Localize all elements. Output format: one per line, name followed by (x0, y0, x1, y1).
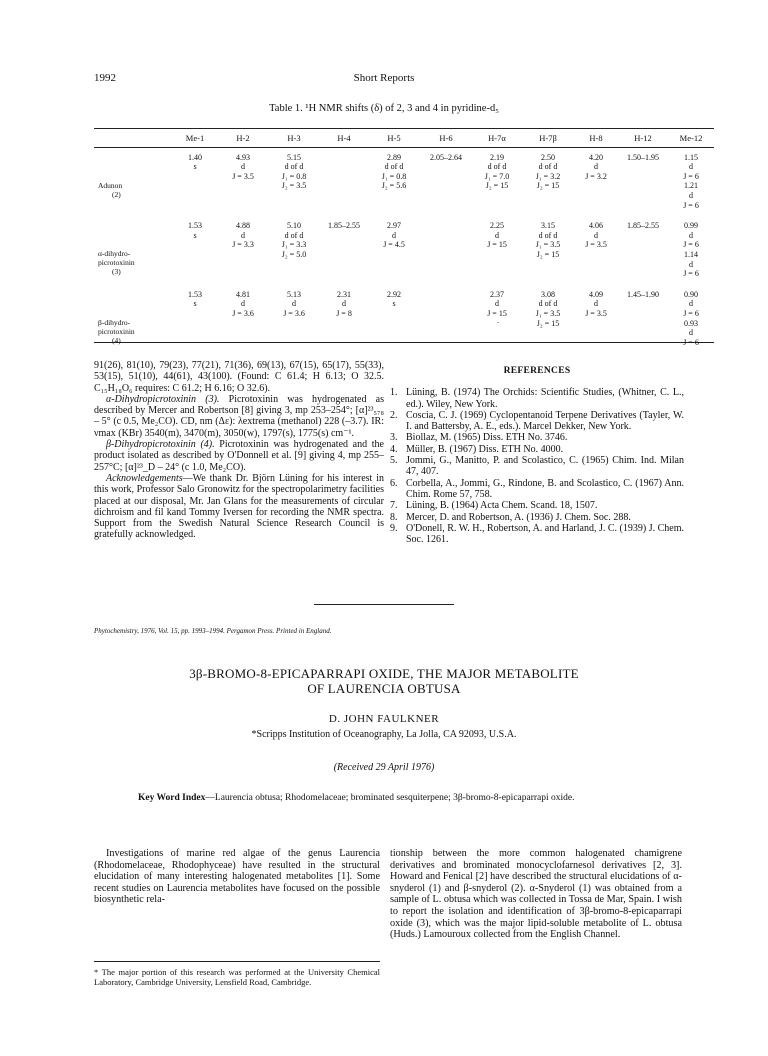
table-cell: 2.50 d of d J₁ = 3.2 J₂ = 15 (535, 152, 561, 191)
reference-item (390, 410, 684, 433)
reference-text: Müller, B. (1967) Diss. ETH No. 4000. (406, 443, 564, 455)
intro-paragraph-left: Investigations of marine red algae of the genus Laurencia (Rhodomelaceae, Rhodophyceae) have resulted in the structural elucidation of many interesting halogenated metabolites [1]. Some recent studies on Laurencia metabolites have focused on the possible biosynthetic rela- (94, 848, 380, 906)
table-cell: 4.06 d J = 3.5 (585, 221, 607, 250)
reference-text: Corbella, A., Jommi, G., Rindone, B. and Scolastico, C. (1967) Ann. Chim. Rome 57, 758. (406, 477, 684, 500)
reference-text: Lüning, B. (1974) The Orchids: Scientific Studies, (Whitner, C. L., ed.). Wiley, New York. (406, 387, 684, 410)
received-date: (Received 29 April 1976) (333, 762, 435, 773)
reference-number: 8. (390, 511, 398, 523)
table-cell: 0.90 d J = 6 0.93 d J = 6 (683, 289, 699, 347)
reference-item (390, 512, 684, 523)
table-cell: 4.09 d J = 3.5 (585, 289, 607, 318)
table-cell: 5.13 d J = 3.6 (283, 289, 305, 318)
reference-number: 5. (390, 455, 398, 467)
article-title (0, 666, 768, 696)
alpha-dihydro-lead: α-Dihydropicrotoxinin (3). (106, 393, 220, 405)
reference-item (390, 523, 684, 546)
table-cell: 1.85–2.55 (328, 221, 360, 231)
table-header-cell: H-5 (387, 133, 401, 143)
table-cell: 4.88 d J = 3.3 (232, 221, 254, 250)
table-cell: 1.45–1.90 (627, 289, 659, 299)
table-cell: 2.05–2.64 (430, 152, 462, 162)
reference-item (390, 444, 684, 455)
acknowledgements-lead: Acknowledgements (106, 472, 183, 484)
article-title-line-2: OF LAURENCIA OBTUSA (307, 681, 461, 696)
table-cell (320, 153, 368, 211)
reference-text: Lüning, B. (1964) Acta Chem. Scand. 18, 1507. (406, 500, 598, 512)
table-header-cell: H-2 (236, 133, 250, 143)
table-row (94, 153, 714, 211)
running-head: Short Reports (353, 72, 415, 84)
table-cell: 4.81 d J = 3.6 (232, 289, 254, 318)
reference-number: 7. (390, 500, 398, 512)
table-cell: 2.37 d J = 15 (487, 289, 507, 318)
table-cell: 5.15 d of d J₁ = 0.8 J₂ = 3.5 (281, 152, 307, 191)
table-header-cell: H-7β (539, 133, 557, 143)
table-top-rule (94, 128, 714, 129)
acknowledgements-text: —We thank Dr. Björn Lüning for his interest in this work, Professor Salo Gronowitz for the spectropolarimetry facilities placed at our disposal, Mr. Jan Glans for the measurements of circular dichroism and fil kand Tommy Iversen for recording the NMR spectra. Support from the Swedish Natural Science Research Council is gratefully acknowledged. (94, 472, 384, 541)
table-row (94, 221, 714, 279)
table-cell: 3.08 d of d J₁ = 3.5 J₂ = 15 (535, 289, 561, 328)
table-cell (420, 221, 472, 279)
reference-text: O'Donell, R. W. H., Robertson, A. and Harland, J. C. (1939) J. Chem. Soc. 1261. (406, 522, 684, 546)
compound-name-cell: Adunon (2) (98, 180, 123, 199)
table-header-cell: Me-12 (679, 133, 703, 143)
reference-number: 9. (390, 522, 398, 534)
key-word-index (138, 793, 668, 804)
table-cell: 1.53 s (188, 221, 202, 240)
table-cell: 2.89 d of d J₁ = 0.8 J₂ = 5.6 (381, 152, 407, 191)
table-header-cell (94, 130, 172, 149)
table-cell: 2.25 d J = 15 (487, 221, 507, 250)
table-cell: 2.92 s (387, 289, 401, 309)
table-cell: 4.93 d J = 3.5 (232, 152, 254, 181)
journal-citation: Phytochemistry, 1976, Vol. 15, pp. 1993–1994. Pergamon Press. Printed in England. (94, 627, 332, 635)
experimental-column (94, 360, 384, 541)
reference-number: 3. (390, 432, 398, 444)
table-cell: 0.99 d J = 6 1.14 d J = 6 (683, 221, 699, 279)
article-body-right (390, 848, 682, 941)
table-cell: 2.31 d J = 8 (336, 289, 352, 318)
table-cell: 1.40 s (188, 152, 202, 172)
beta-dihydro-text: Picrotoxinin was hydrogenated and the product isolated as described by O'Donnell et al. [9] giving 4, mp 255–257°C; [α]²³_D – 24° (c 1.0, Me₂CO). (94, 439, 384, 473)
alpha-dihydro-paragraph (94, 394, 384, 439)
reference-text: Coscia, C. J. (1969) Cyclopentanoid Terpene Derivatives (Tayler, W. I. and Battersby, A. E., eds.). Marcel Dekker, New York. (406, 409, 684, 433)
table-header-cell: H-6 (439, 133, 453, 143)
compound-name-cell: α-dihydro- picrotoxinin (3) (98, 249, 135, 277)
compound-name-cell: β-dihydro- picrotoxinin (4) (98, 317, 135, 345)
references-list (390, 387, 684, 545)
table-header-cell: H-7α (488, 133, 506, 143)
references-heading: REFERENCES (503, 366, 571, 376)
table-cell: 2.97 d J = 4.5 (383, 221, 405, 250)
article-title-line-1: 3β-BROMO-8-EPICAPARRAPI OXIDE, THE MAJOR METABOLITE (189, 666, 579, 681)
table-cell: 4.20 d J = 3.2 (585, 152, 607, 181)
reference-item (390, 500, 684, 511)
intro-paragraph-right: tionship between the more common halogenated chamigrene derivatives and brominated monocyclofarnesol derivatives [2, 3]. Howard and Fenical [2] have described the structural elucidations of α-snyderol (1) and β-snyderol (2). α-Snyderol (1) was obtained from a sample of L. obtusa which was collected in Tossa de Mar, Spain. I wish to report the isolation and identification of 3β-bromo-8-epicaparrapi oxide (3), which was the major lipid-soluble metabolite of L. obtusa (Huds.) Lamouroux collected from the English Channel. (390, 848, 682, 941)
table-stray-dot: . (497, 316, 499, 325)
reference-number: 4. (390, 443, 398, 455)
table-header-cell: H-8 (589, 133, 603, 143)
article-author: D. JOHN FAULKNER (328, 713, 440, 725)
reference-item (390, 387, 684, 410)
ms-data-paragraph: 91(26), 81(10), 79(23), 77(21), 71(36), 69(13), 67(15), 65(17), 55(33), 53(15), 51(10), 44(61), 43(100). (Found: C 61.4; H 6.13; O 32.5. C₁₅H₁₈O₆ requires: C 61.2; H 6.16; O 32.6). (94, 360, 384, 394)
reference-number: 6. (390, 477, 398, 489)
table-caption: Table 1. ¹H NMR shifts (δ) of 2, 3 and 4 in pyridine-d₅ (269, 103, 499, 114)
footnote-rule (94, 961, 380, 962)
reference-text: Mercer, D. and Robertson, A. (1936) J. Chem. Soc. 288. (406, 511, 631, 523)
reference-item (390, 455, 684, 478)
beta-dihydro-lead: β-Dihydropicrotoxinin (4). (106, 439, 215, 451)
key-word-label: Key Word Index (138, 793, 206, 803)
table-row (94, 290, 714, 348)
table-cell: 1.85–2.55 (627, 221, 659, 231)
table-header-cell: Me-1 (185, 133, 205, 143)
article-body-left (94, 848, 380, 906)
reference-item (390, 432, 684, 443)
reference-item (390, 478, 684, 501)
article-affiliation: *Scripps Institution of Oceanography, La Jolla, CA 92093, U.S.A. (251, 729, 517, 740)
reference-number: 2. (390, 409, 398, 421)
key-word-text: —Laurencia obtusa; Rhodomelaceae; brominated sesquiterpene; 3β-bromo-8-epicaparrapi oxide. (205, 793, 575, 803)
table-cell (420, 290, 472, 348)
table-cell: 1.15 d J = 6 1.21 d J = 6 (683, 152, 699, 210)
section-divider (314, 604, 454, 605)
table-header-cell: H-4 (337, 133, 351, 143)
table-cell: 2.19 d of d J₁ = 7.0 J₂ = 15 (484, 152, 510, 191)
table-cell: 1.53 s (188, 289, 202, 309)
beta-dihydro-paragraph (94, 439, 384, 473)
table-cell: 1.50–1.95 (627, 152, 659, 162)
acknowledgements-paragraph (94, 473, 384, 541)
table-cell: 5.10 d of d J₁ = 3.3 J₂ = 5.0 (281, 221, 307, 259)
page-number: 1992 (94, 72, 116, 84)
table-cell: 3.15 d of d J₁ = 3.5 J₂ = 15 (535, 221, 561, 259)
nmr-table (94, 130, 714, 347)
table-header-cell: H-3 (287, 133, 301, 143)
references-section (390, 366, 684, 545)
reference-text: Jommi, G., Manitto, P. and Scolastico, C. (1965) Chim. Ind. Milan 47, 407. (406, 455, 684, 478)
reference-number: 1. (390, 387, 398, 399)
table-header-cell: H-12 (634, 133, 652, 143)
alpha-dihydro-text: Picrotoxinin was hydrogenated as described by Mercer and Robertson [8] giving 3, mp 253–254°; [α]²³₅₇₈ – 5° (c 0.5, Me₂CO). CD, nm (Δε): λextrema (methanol) 228 (–3.7). IR: νmax (KBr) 3540(m), 3470(m), 3050(w), 1797(s), 1775(s) cm⁻¹. (94, 393, 384, 439)
footnote: * The major portion of this research was performed at the University Chemical Laboratory, Cambridge University, Lensfield Road, Cambridge. (94, 967, 380, 987)
reference-text: Biollaz, M. (1965) Diss. ETH No. 3746. (406, 432, 568, 444)
